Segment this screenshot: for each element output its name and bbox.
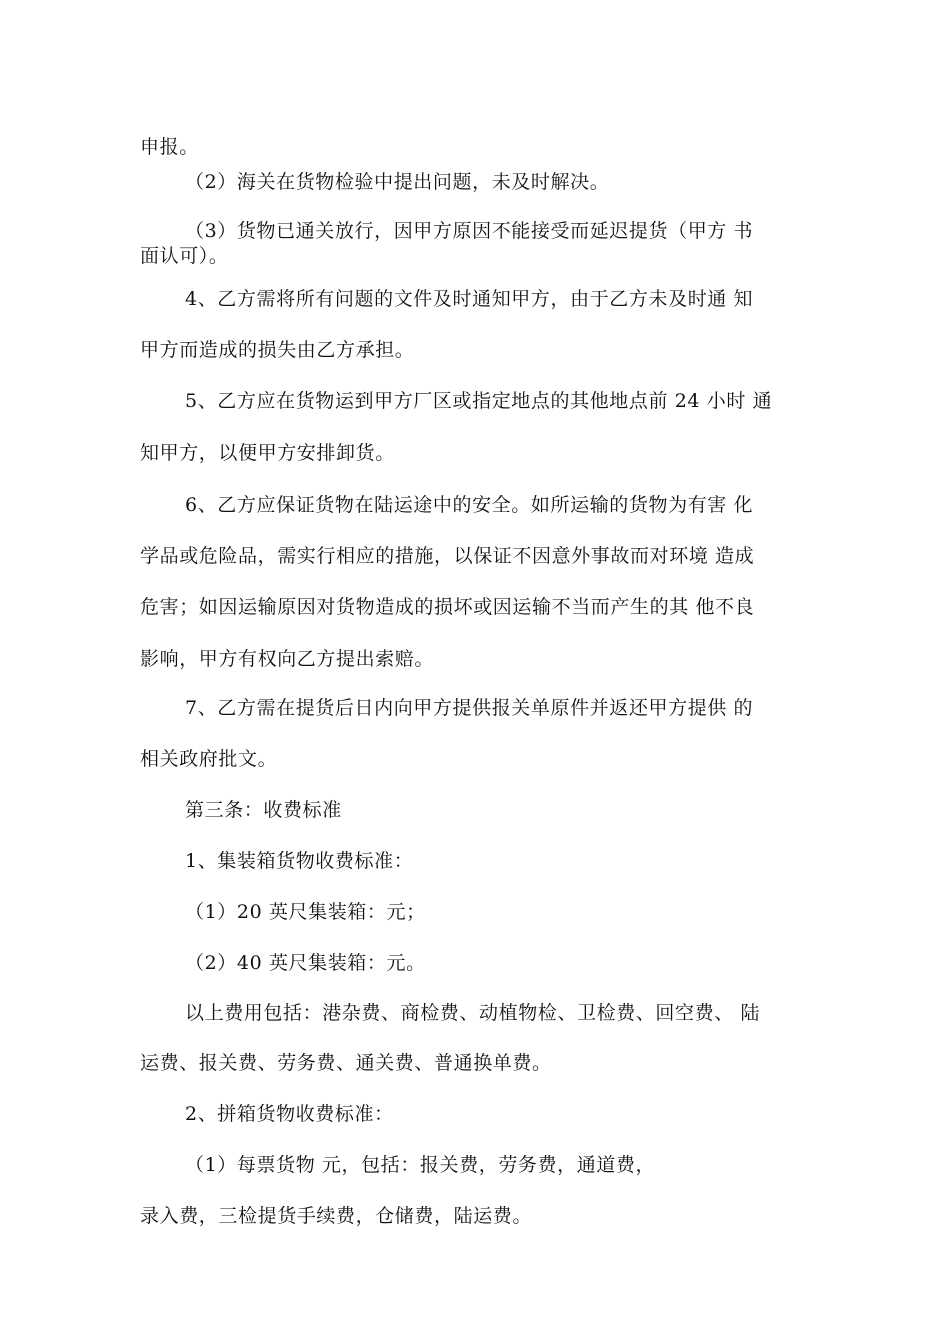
text-line-16: 1、集装箱货物收费标准： [185,850,414,872]
text-line-9: 6、乙方应保证货物在陆运途中的安全。如所运输的货物为有害 化 [185,494,754,516]
text-line-21: 2、拼箱货物收费标准： [185,1103,394,1125]
text-line-23: 录入费，三检提货手续费，仓储费，陆运费。 [140,1205,533,1227]
text-line-8: 知甲方，以便甲方安排卸货。 [140,442,395,464]
text-line-6: 甲方而造成的损失由乙方承担。 [140,339,415,361]
text-line-12: 影响，甲方有权向乙方提出索赔。 [140,648,435,670]
text-line-3: （3）货物已通关放行，因甲方原因不能接受而延迟提货（甲方 书 [185,220,754,242]
text-line-5: 4、乙方需将所有问题的文件及时通知甲方，由于乙方未及时通 知 [185,288,754,310]
text-line-2: （2）海关在货物检验中提出问题，未及时解决。 [185,171,610,193]
text-line-11: 危害；如因运输原因对货物造成的损坏或因运输不当而产生的其 他不良 [140,596,755,618]
text-line-7: 5、乙方应在货物运到甲方厂区或指定地点的其他地点前 24 小时 通 [185,390,773,412]
text-line-14: 相关政府批文。 [140,748,278,770]
text-line-17: （1）20 英尺集装箱：元； [185,901,426,923]
text-line-4: 面认可）。 [140,245,229,267]
text-line-20: 运费、报关费、劳务费、通关费、普通换单费。 [140,1052,552,1074]
text-line-13: 7、乙方需在提货后日内向甲方提供报关单原件并返还甲方提供 的 [185,697,754,719]
text-line-22: （1）每票货物 元，包括：报关费，劳务费，通道费， [185,1154,656,1176]
text-line-19: 以上费用包括：港杂费、商检费、动植物检、卫检费、回空费、 陆 [185,1002,761,1024]
section-heading: 第三条：收费标准 [185,799,342,821]
text-line-10: 学品或危险品，需实行相应的措施，以保证不因意外事故而对环境 造成 [140,545,755,567]
text-line-18: （2）40 英尺集装箱：元。 [185,952,426,974]
text-line-1: 申报。 [140,136,199,158]
